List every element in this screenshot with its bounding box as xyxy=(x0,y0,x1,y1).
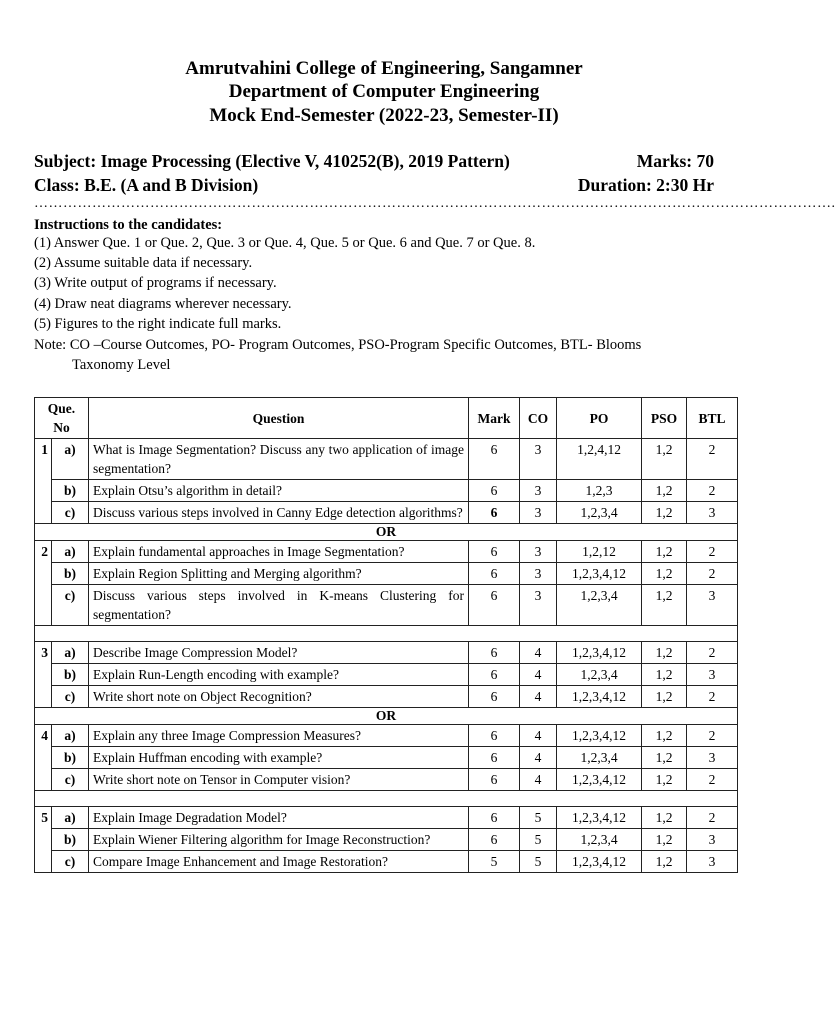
college-name: Amrutvahini College of Engineering, Sangamner xyxy=(185,58,583,79)
question-number: 4 xyxy=(35,725,52,791)
btl-cell: 3 xyxy=(687,664,738,686)
instruction-item: (2) Assume suitable data if necessary. xyxy=(34,255,253,271)
btl-cell: 2 xyxy=(687,642,738,664)
question-number: 5 xyxy=(35,807,52,873)
mark-cell: 6 xyxy=(469,829,520,851)
mark-cell: 6 xyxy=(469,725,520,747)
pso-cell: 1,2 xyxy=(642,642,687,664)
btl-cell: 2 xyxy=(687,439,738,480)
question-text: Explain Run-Length encoding with example? xyxy=(89,664,469,686)
po-cell: 1,2,3,4 xyxy=(557,747,642,769)
mark-cell: 6 xyxy=(469,769,520,791)
or-row xyxy=(35,708,738,725)
sub-question-label: a) xyxy=(52,807,89,829)
question-text: Explain Region Splitting and Merging algorithm? xyxy=(89,563,469,585)
sub-question-label: c) xyxy=(52,502,89,524)
btl-cell: 3 xyxy=(687,502,738,524)
table-row xyxy=(35,642,738,664)
question-text: Explain Otsu’s algorithm in detail? xyxy=(89,480,469,502)
po-cell: 1,2,3,4 xyxy=(557,829,642,851)
header-po: PO xyxy=(557,398,642,439)
po-cell: 1,2,3,4 xyxy=(557,585,642,626)
sub-question-label: c) xyxy=(52,851,89,873)
po-cell: 1,2,4,12 xyxy=(557,439,642,480)
department-name: Department of Computer Engineering xyxy=(228,81,540,102)
question-text: Write short note on Object Recognition? xyxy=(89,686,469,708)
po-cell: 1,2,3,4,12 xyxy=(557,851,642,873)
duration-line: Duration: 2:30 Hr xyxy=(577,175,714,195)
co-cell: 4 xyxy=(520,686,557,708)
co-cell: 5 xyxy=(520,851,557,873)
pso-cell: 1,2 xyxy=(642,563,687,585)
sub-question-label: b) xyxy=(52,480,89,502)
pso-cell: 1,2 xyxy=(642,807,687,829)
subject-line: Subject: Image Processing (Elective V, 410252(B), 2019 Pattern) xyxy=(34,151,510,171)
pso-cell: 1,2 xyxy=(642,686,687,708)
po-cell: 1,2,3,4,12 xyxy=(557,725,642,747)
po-cell: 1,2,3,4,12 xyxy=(557,686,642,708)
po-cell: 1,2,3,4,12 xyxy=(557,563,642,585)
mark-cell: 6 xyxy=(469,747,520,769)
po-cell: 1,2,12 xyxy=(557,541,642,563)
table-row xyxy=(35,769,738,791)
table-row xyxy=(35,851,738,873)
po-cell: 1,2,3,4 xyxy=(557,502,642,524)
note-line-continued: Taxonomy Level xyxy=(72,357,171,373)
sub-question-label: a) xyxy=(52,642,89,664)
question-text: Explain Wiener Filtering algorithm for Image Reconstruction? xyxy=(89,829,469,851)
pso-cell: 1,2 xyxy=(642,439,687,480)
instruction-item: (3) Write output of programs if necessary. xyxy=(34,275,277,291)
co-cell: 3 xyxy=(520,502,557,524)
question-text: Describe Image Compression Model? xyxy=(89,642,469,664)
header-question: Question xyxy=(89,398,469,439)
co-cell: 4 xyxy=(520,664,557,686)
table-row xyxy=(35,807,738,829)
sub-question-label: c) xyxy=(52,686,89,708)
mark-cell: 5 xyxy=(469,851,520,873)
sub-question-label: b) xyxy=(52,829,89,851)
question-number: 3 xyxy=(35,642,52,708)
co-cell: 5 xyxy=(520,807,557,829)
sub-question-label: b) xyxy=(52,563,89,585)
header-que-no: Que. No xyxy=(35,398,89,439)
btl-cell: 2 xyxy=(687,725,738,747)
mark-cell: 6 xyxy=(469,502,520,524)
instruction-item: (1) Answer Que. 1 or Que. 2, Que. 3 or Que. 4, Que. 5 or Que. 6 and Que. 7 or Que. 8. xyxy=(34,235,536,251)
or-label: OR xyxy=(35,524,738,541)
btl-cell: 3 xyxy=(687,747,738,769)
mark-cell: 6 xyxy=(469,439,520,480)
question-number: 2 xyxy=(35,541,52,626)
header-pso: PSO xyxy=(642,398,687,439)
po-cell: 1,2,3 xyxy=(557,480,642,502)
instruction-item: (4) Draw neat diagrams wherever necessary. xyxy=(34,296,292,312)
btl-cell: 3 xyxy=(687,585,738,626)
btl-cell: 2 xyxy=(687,480,738,502)
table-row xyxy=(35,480,738,502)
btl-cell: 3 xyxy=(687,829,738,851)
co-cell: 4 xyxy=(520,725,557,747)
question-text: Discuss various steps involved in Canny Edge detection algorithms? xyxy=(89,502,469,524)
header-co: CO xyxy=(520,398,557,439)
co-cell: 4 xyxy=(520,642,557,664)
co-cell: 5 xyxy=(520,829,557,851)
mark-cell: 6 xyxy=(469,686,520,708)
question-text: Write short note on Tensor in Computer vision? xyxy=(89,769,469,791)
sub-question-label: c) xyxy=(52,769,89,791)
separator-line: …………………………………………………………………………………………………………………………………………………. xyxy=(34,196,836,211)
po-cell: 1,2,3,4,12 xyxy=(557,769,642,791)
sub-question-label: a) xyxy=(52,439,89,480)
table-row xyxy=(35,686,738,708)
pso-cell: 1,2 xyxy=(642,829,687,851)
mark-cell: 6 xyxy=(469,541,520,563)
po-cell: 1,2,3,4,12 xyxy=(557,807,642,829)
po-cell: 1,2,3,4 xyxy=(557,664,642,686)
pso-cell: 1,2 xyxy=(642,480,687,502)
co-cell: 3 xyxy=(520,439,557,480)
table-row xyxy=(35,585,738,626)
mark-cell: 6 xyxy=(469,664,520,686)
pso-cell: 1,2 xyxy=(642,585,687,626)
note-line: Note: CO –Course Outcomes, PO- Program Outcomes, PSO-Program Specific Outcomes, BTL- Blooms xyxy=(34,337,642,353)
co-cell: 4 xyxy=(520,747,557,769)
question-table xyxy=(34,397,738,873)
spacer-row xyxy=(35,791,738,807)
sub-question-label: b) xyxy=(52,664,89,686)
co-cell: 3 xyxy=(520,480,557,502)
pso-cell: 1,2 xyxy=(642,664,687,686)
marks-line: Marks: 70 xyxy=(636,151,714,171)
question-text: Explain Huffman encoding with example? xyxy=(89,747,469,769)
table-row xyxy=(35,541,738,563)
table-row xyxy=(35,439,738,480)
co-cell: 4 xyxy=(520,769,557,791)
pso-cell: 1,2 xyxy=(642,502,687,524)
btl-cell: 2 xyxy=(687,563,738,585)
btl-cell: 3 xyxy=(687,851,738,873)
co-cell: 3 xyxy=(520,563,557,585)
instructions-title: Instructions to the candidates: xyxy=(34,217,223,233)
table-row xyxy=(35,747,738,769)
question-text: Discuss various steps involved in K-means Clustering for segmentation? xyxy=(89,585,469,626)
table-header-row xyxy=(35,398,738,439)
question-text: Compare Image Enhancement and Image Restoration? xyxy=(89,851,469,873)
po-cell: 1,2,3,4,12 xyxy=(557,642,642,664)
mark-cell: 6 xyxy=(469,480,520,502)
pso-cell: 1,2 xyxy=(642,769,687,791)
header-mark: Mark xyxy=(469,398,520,439)
or-row xyxy=(35,524,738,541)
mark-cell: 6 xyxy=(469,563,520,585)
btl-cell: 2 xyxy=(687,686,738,708)
question-text: Explain fundamental approaches in Image Segmentation? xyxy=(89,541,469,563)
sub-question-label: a) xyxy=(52,725,89,747)
pso-cell: 1,2 xyxy=(642,541,687,563)
table-row xyxy=(35,502,738,524)
class-line: Class: B.E. (A and B Division) xyxy=(34,175,259,195)
or-label: OR xyxy=(35,708,738,725)
mark-cell: 6 xyxy=(469,642,520,664)
exam-title: Mock End-Semester (2022-23, Semester-II) xyxy=(209,105,559,126)
sub-question-label: a) xyxy=(52,541,89,563)
sub-question-label: b) xyxy=(52,747,89,769)
sub-question-label: c) xyxy=(52,585,89,626)
co-cell: 3 xyxy=(520,585,557,626)
table-row xyxy=(35,664,738,686)
table-row xyxy=(35,725,738,747)
header-btl: BTL xyxy=(687,398,738,439)
table-row xyxy=(35,563,738,585)
table-row xyxy=(35,829,738,851)
spacer-row xyxy=(35,626,738,642)
mark-cell: 6 xyxy=(469,585,520,626)
pso-cell: 1,2 xyxy=(642,747,687,769)
pso-cell: 1,2 xyxy=(642,851,687,873)
question-text: Explain any three Image Compression Measures? xyxy=(89,725,469,747)
instruction-item: (5) Figures to the right indicate full marks. xyxy=(34,316,282,332)
btl-cell: 2 xyxy=(687,541,738,563)
mark-cell: 6 xyxy=(469,807,520,829)
btl-cell: 2 xyxy=(687,769,738,791)
question-number: 1 xyxy=(35,439,52,524)
pso-cell: 1,2 xyxy=(642,725,687,747)
question-text: Explain Image Degradation Model? xyxy=(89,807,469,829)
btl-cell: 2 xyxy=(687,807,738,829)
question-text: What is Image Segmentation? Discuss any two application of image segmentation? xyxy=(89,439,469,480)
co-cell: 3 xyxy=(520,541,557,563)
